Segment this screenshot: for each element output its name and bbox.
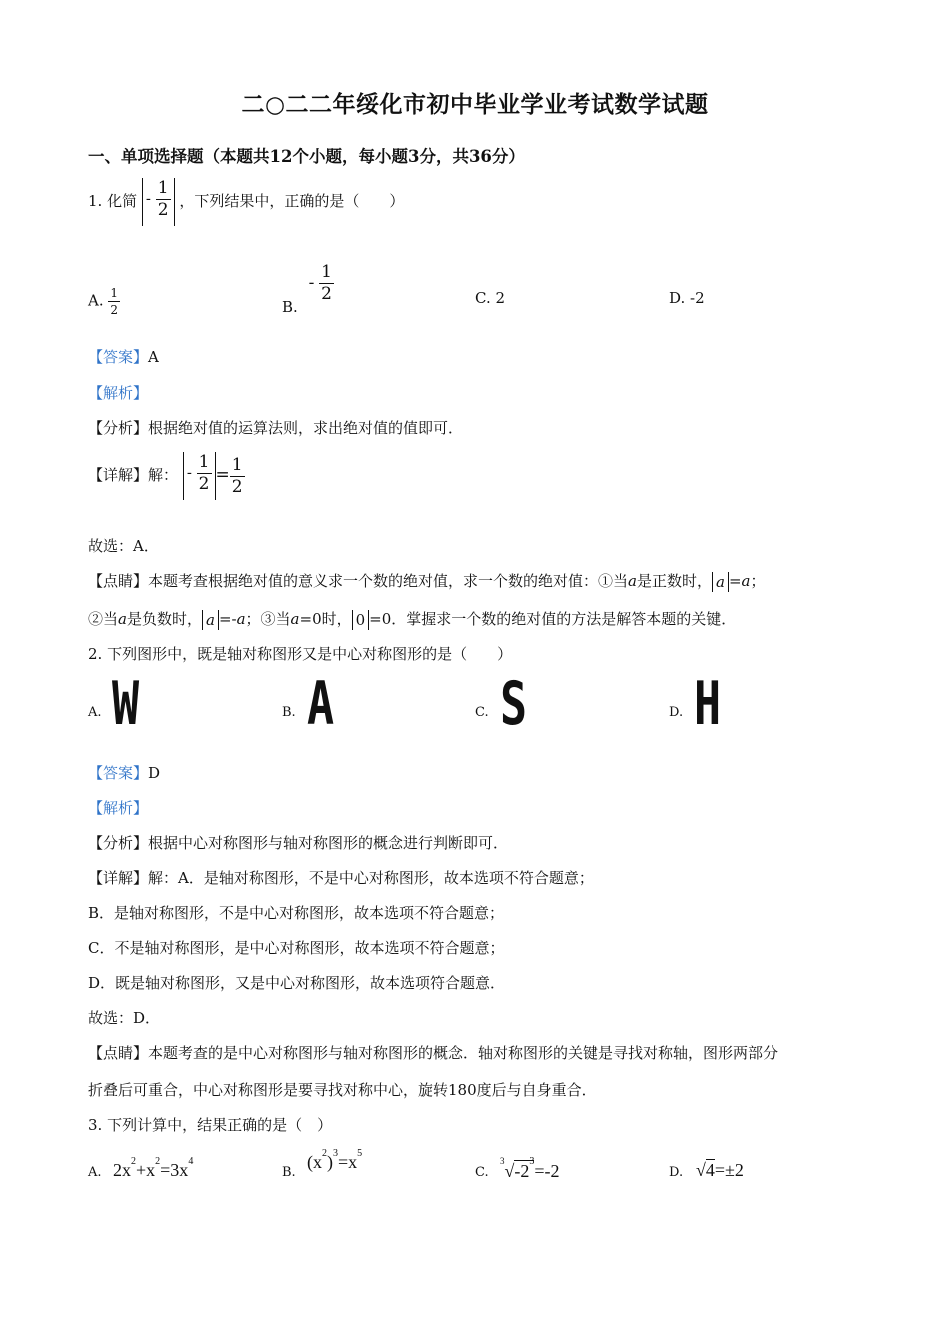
xiangjie-text: 解：	[148, 466, 179, 484]
q1-option-a-fraction	[108, 287, 120, 316]
answer-tag: 【答案】	[88, 764, 149, 782]
xiangjie-tag: 【详解】	[88, 466, 149, 484]
q3-option-b-expr	[307, 1148, 363, 1173]
q2-line-d: D．既是轴对称图形，又是中心对称图形，故本选项符合题意．	[88, 974, 506, 992]
fenxi-text: 根据中心对称图形与轴对称图形的概念进行判断即可．	[148, 834, 509, 852]
q2-guxuan: 故选：D．	[88, 1009, 161, 1027]
dianjing-2a: ②当	[88, 610, 119, 628]
q1-option-b-den: 2	[321, 284, 332, 304]
q3-d-radicand: 4	[705, 1160, 715, 1180]
q2-xiangjie	[88, 868, 594, 888]
q3-option-c-expr	[500, 1156, 560, 1182]
q3-b-exp1: 2	[322, 1148, 327, 1159]
q1-solution-abs	[183, 452, 216, 500]
q2-dianjing-line2: 折叠后可重合，中心对称图形是要寻找对称中心，旋转180度后与自身重合．	[88, 1081, 597, 1099]
q2-option-d-letter: H	[694, 669, 722, 739]
q3-a-part2: +x	[136, 1160, 156, 1180]
q1-option-a-den: 2	[110, 303, 119, 317]
q1-option-a	[88, 287, 120, 316]
dianjing-1: 本题考查的是中心对称图形与轴对称图形的概念．轴对称图形的关键是寻找对称轴，图形两部分	[148, 1044, 779, 1062]
var-a: a	[118, 610, 127, 628]
q3-stem: 3. 下列计算中，结果正确的是（ ）	[88, 1116, 333, 1134]
q1-dianjing-line1	[88, 571, 766, 592]
abs-a	[712, 572, 729, 592]
q2-option-b-letter: A	[307, 669, 335, 739]
q1-guxuan: 故选：A．	[88, 537, 159, 555]
var-a: a	[716, 573, 725, 591]
equals-sign: =	[215, 465, 230, 485]
dianjing-tag: 【点睛】	[88, 1044, 149, 1062]
q2-fenxi	[88, 833, 508, 853]
var-a: a	[290, 610, 300, 628]
q3-c-root-index: 3	[500, 1156, 505, 1166]
abs-zero	[352, 610, 370, 630]
q1-option-a-label: A.	[88, 291, 104, 310]
q2-answer	[88, 763, 160, 783]
q1-suffix: ，下列结果中，正确的是（ ）	[179, 192, 405, 210]
q3-b-exp2: 3	[333, 1148, 338, 1159]
q3-c-exp: 3	[529, 1156, 535, 1167]
q1-abs-expression	[142, 178, 175, 226]
q2-analysis-tag: 【解析】	[88, 799, 149, 817]
q2-line-c: C．不是轴对称图形，是中心对称图形，故本选项不符合题意；	[88, 939, 505, 957]
answer-value: A	[148, 348, 159, 366]
page-title: 二○二二年绥化市初中毕业学业考试数学试题	[241, 91, 709, 118]
q2-option-d-label: D.	[669, 705, 684, 720]
q2-option-b-label: B.	[282, 705, 296, 720]
q3-a-exp1: 2	[131, 1156, 136, 1167]
q1-fraction	[156, 180, 171, 219]
q1-analysis-tag: 【解析】	[88, 384, 149, 402]
q1-option-c: C. 2	[475, 289, 506, 307]
dianjing-tag: 【点睛】	[88, 572, 149, 590]
dianjing-1a: 本题考查根据绝对值的意义求一个数的绝对值，求一个数的绝对值：①当	[148, 572, 629, 590]
section-heading: 一、单项选择题（本题共12个小题，每小题3分，共36分）	[88, 147, 525, 166]
fenxi-tag: 【分析】	[88, 834, 149, 852]
q3-c-base: -2	[514, 1161, 530, 1181]
q2-stem: 2. 下列图形中，既是轴对称图形又是中心对称图形的是（ ）	[88, 645, 513, 663]
var-a: a	[236, 610, 246, 628]
dianjing-1d: ；	[750, 572, 766, 590]
q1-prefix: 1. 化简	[88, 192, 138, 210]
q3-a-exp3: 4	[188, 1156, 194, 1167]
q1-option-b	[282, 262, 334, 316]
q1-option-d: D. -2	[669, 289, 705, 307]
q3-a-part3: =3x	[160, 1160, 189, 1180]
q3-a-part1: 2x	[113, 1160, 131, 1180]
q1-stem	[88, 178, 404, 226]
q1-neg: -	[145, 189, 151, 208]
zero: 0	[355, 611, 366, 629]
var-a: a	[205, 611, 215, 629]
q2-dianjing-line1	[88, 1043, 778, 1063]
q3-option-a-expr	[113, 1156, 194, 1181]
q1-result-num: 1	[231, 454, 243, 475]
var-a: a	[741, 572, 751, 590]
abs-a	[202, 610, 219, 630]
q1-option-b-label: B.	[282, 297, 298, 316]
q3-b-exp3: 5	[357, 1148, 363, 1159]
var-a: a	[628, 572, 637, 590]
q3-d-rhs: =±2	[714, 1160, 744, 1180]
q1-xiangjie	[88, 452, 245, 500]
dianjing-1c: =	[728, 572, 742, 590]
q1-solution-fraction	[197, 454, 212, 493]
q3-option-d-expr	[696, 1160, 744, 1181]
dianjing-2b: 是负数时，	[126, 610, 202, 628]
q1-solution-neg: -	[186, 463, 192, 482]
q3-c-radicand	[514, 1156, 535, 1181]
q3-option-b-label: B.	[282, 1165, 296, 1180]
q1-solution-den: 2	[198, 474, 210, 494]
xiangjie-a: 解：A．是轴对称图形，不是中心对称图形，故本选项不符合题意；	[148, 869, 594, 887]
q1-option-a-num: 1	[110, 286, 119, 300]
q3-option-a-label: A.	[88, 1165, 102, 1180]
xiangjie-tag: 【详解】	[88, 869, 149, 887]
q1-result-fraction	[230, 454, 245, 497]
fenxi-tag: 【分析】	[88, 419, 149, 437]
radical-icon: √	[696, 1160, 706, 1180]
fenxi-text: 根据绝对值的运算法则，求出绝对值的值即可．	[148, 419, 464, 437]
q2-option-a-label: A.	[88, 705, 102, 720]
q2-option-c-letter: S	[500, 669, 528, 739]
dianjing-2f: =0．掌握求一个数的绝对值的方法是解答本题的关键．	[369, 610, 737, 628]
dianjing-2c: =-	[218, 610, 237, 628]
q1-answer	[88, 347, 159, 367]
radical-icon: √	[504, 1161, 515, 1181]
q1-solution-num: 1	[198, 452, 210, 472]
q2-option-a-letter: W	[112, 669, 140, 739]
q1-option-b-num: 1	[321, 262, 332, 282]
q3-a-exp2: 2	[155, 1156, 161, 1167]
dianjing-1b: 是正数时，	[636, 572, 712, 590]
q1-fenxi	[88, 418, 463, 438]
answer-value: D	[148, 764, 161, 782]
q1-option-b-fraction	[319, 264, 334, 303]
answer-tag: 【答案】	[88, 348, 149, 366]
dianjing-2e: =0时，	[299, 610, 352, 628]
q1-dianjing-line2	[88, 609, 736, 630]
q2-option-c-label: C.	[475, 705, 489, 720]
q1-option-b-neg: -	[308, 272, 315, 293]
q3-b-part3: =x	[338, 1152, 358, 1172]
q3-option-c-label: C.	[475, 1165, 489, 1180]
q3-b-part1: (x	[307, 1152, 322, 1172]
q1-den: 2	[157, 200, 169, 220]
q3-option-d-label: D.	[669, 1165, 684, 1180]
q3-c-rhs: =-2	[534, 1161, 560, 1181]
dianjing-2d: ；③当	[245, 610, 291, 628]
q1-result-den: 2	[231, 476, 243, 497]
q2-line-b: B．是轴对称图形，不是中心对称图形，故本选项不符合题意；	[88, 904, 505, 922]
q3-b-part2: )	[327, 1152, 333, 1172]
q1-num: 1	[157, 178, 169, 198]
